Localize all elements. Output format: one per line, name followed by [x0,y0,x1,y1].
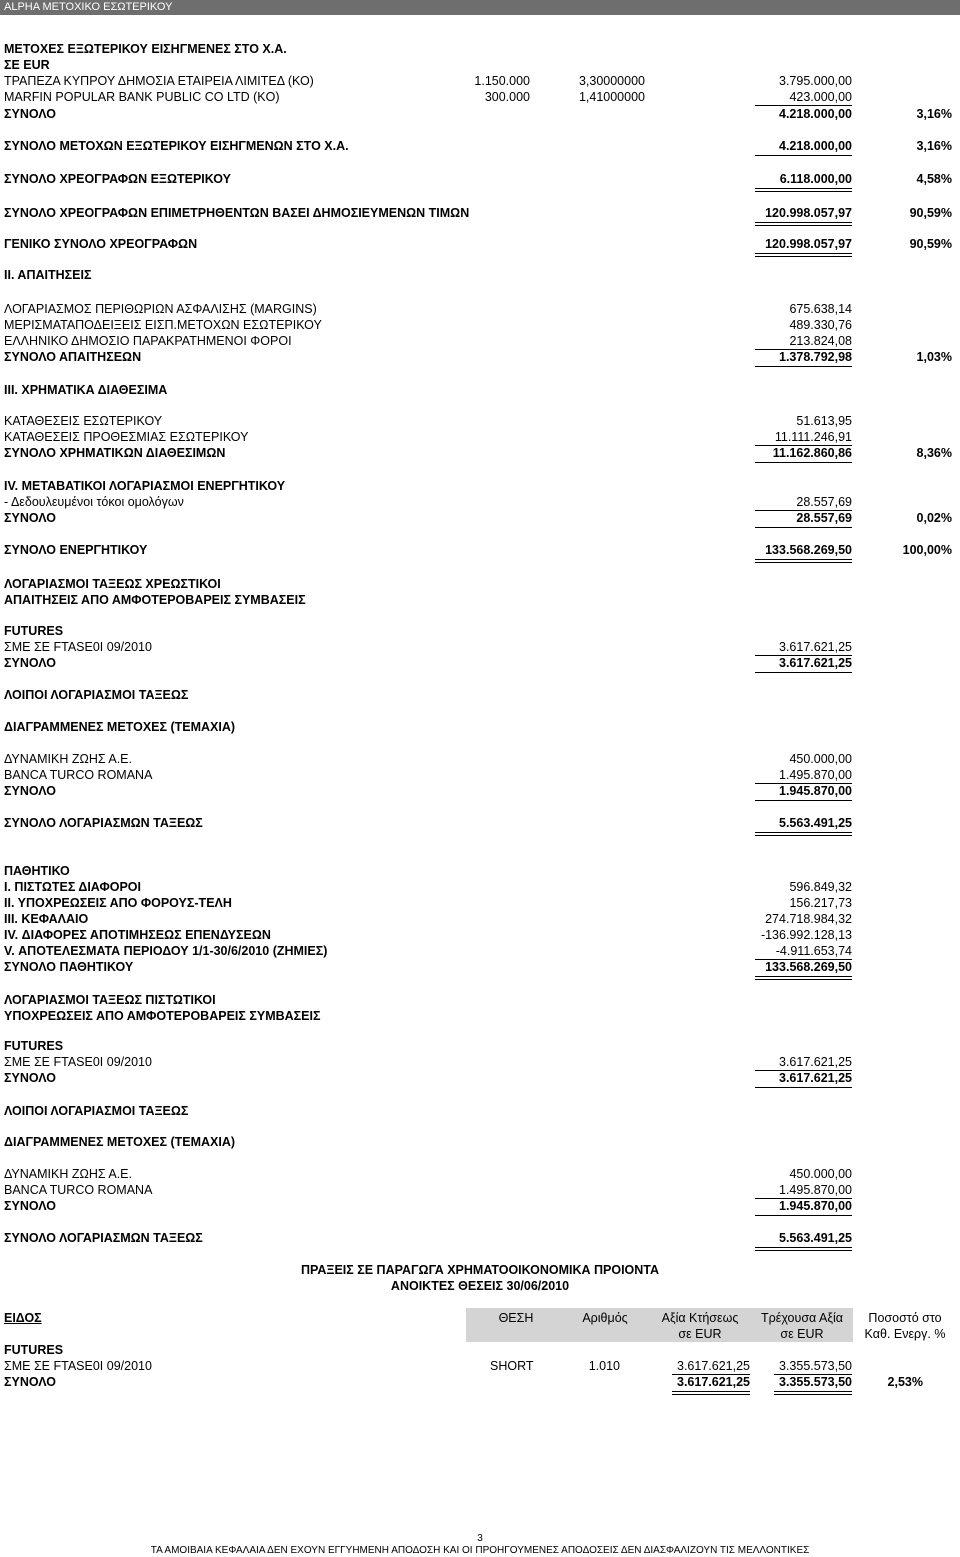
sum-rule [755,462,852,463]
sum-rule [755,527,852,528]
total-value: 133.568.269,50 [765,960,852,974]
total-value: 1.945.870,00 [779,784,852,798]
group-label: ΔΙΑΓΡΑΜΜΕΝΕΣ ΜΕΤΟΧΕΣ (ΤΕΜΑΧΙΑ) [4,720,236,734]
item-name: ΔΥΝΑΜΙΚΗ ΖΩΗΣ Α.Ε. [4,1167,132,1181]
item-value: 450.000,00 [789,1167,852,1181]
item-name: ΣΜΕ ΣΕ FTASE0I 09/2010 [4,640,152,654]
row-name: ΣΜΕ ΣΕ FTASE0I 09/2010 [4,1359,152,1373]
total-pct: 2,53% [887,1375,923,1389]
sum-rule [755,105,852,106]
total-pct: 0,02% [916,511,952,525]
total-value: 1.378.792,98 [779,350,852,364]
summary-pct: 90,59% [909,206,952,220]
total-cost: 3.617.621,25 [677,1375,750,1389]
section-heading: ΛΟΙΠΟΙ ΛΟΓΑΡΙΑΣΜΟΙ ΤΑΞΕΩΣ [4,1104,189,1118]
item-value: 51.613,95 [796,414,852,428]
section-heading: ΛΟΓΑΡΙΑΣΜΟΙ ΤΑΞΕΩΣ ΧΡΕΩΣΤΙΚΟΙ [4,577,221,591]
currency-label: ΣΕ EUR [4,58,50,72]
col-cost: Αξία Κτήσεως [661,1311,739,1325]
item-value: 489.330,76 [789,318,852,332]
sum-rule [672,1391,750,1392]
summary-value: 120.998.057,97 [765,206,852,220]
total-label: ΣΥΝΟΛΟ ΑΠΑΙΤΗΣΕΩΝ [4,350,142,364]
summary-pct: 3,16% [916,139,952,153]
item-name: ΚΑΤΑΘΕΣΕΙΣ ΠΡΟΘΕΣΜΙΑΣ ΕΣΩΤΕΡΙΚΟΥ [4,430,249,444]
sum-rule [774,1391,852,1392]
sum-rule [755,191,852,192]
sum-rule [755,562,852,563]
sum-rule [755,222,852,223]
item-name: ΙΙΙ. ΚΕΦΑΛΑΙΟ [4,912,89,926]
section-heading: ΙΙΙ. ΧΡΗΜΑΤΙΚΑ ΔΙΑΘΕΣΙΜΑ [4,383,168,397]
fund-title: ALPHA ΜΕΤΟΧΙΚΟ ΕΣΩΤΕΡΙΚΟΥ [4,1,173,13]
col-current-unit: σε EUR [780,1327,824,1341]
summary-label: ΣΥΝΟΛΟ ΧΡΕΟΓΡΑΦΩΝ ΕΞΩΤΕΡΙΚΟΥ [4,172,231,186]
total-value: 28.557,69 [796,511,852,525]
group-label: FUTURES [4,1343,64,1357]
item-value: 450.000,00 [789,752,852,766]
col-pct: Ποσοστό στο [868,1311,942,1325]
total-value: 5.563.491,25 [779,816,852,830]
total-value: 4.218.000,00 [779,107,852,121]
section-subheading: ΥΠΟΧΡΕΩΣΕΙΣ ΑΠΟ ΑΜΦΟΤΕΡΟΒΑΡΕΙΣ ΣΥΜΒΑΣΕΙΣ [4,1009,321,1023]
item-value: 3.617.621,25 [779,640,852,654]
total-pct: 3,16% [916,107,952,121]
item-name: ΙV. ΔΙΑΦΟΡΕΣ ΑΠΟΤΙΜΗΣΕΩΣ ΕΠΕΝΔΥΣΕΩΝ [4,928,271,942]
sum-rule [755,188,852,189]
summary-value: 4.218.000,00 [779,139,852,153]
total-label: ΣΥΝΟΛΟ [4,511,56,525]
holding-name: ΤΡΑΠΕΖΑ ΚΥΠΡΟΥ ΔΗΜΟΣΙΑ ΕΤΑΙΡΕΙΑ ΛΙΜΙΤΕΔ (ΚΟ) [4,74,314,88]
total-label: ΣΥΝΟΛΟ ΧΡΗΜΑΤΙΚΩΝ ΔΙΑΘΕΣΙΜΩΝ [4,446,226,460]
holding-value: 423.000,00 [789,90,852,104]
section-heading: ΛΟΙΠΟΙ ΛΟΓΑΡΙΑΣΜΟΙ ΤΑΞΕΩΣ [4,688,189,702]
item-name: V. ΑΠΟΤΕΛΕΣΜΑΤΑ ΠΕΡΙΟΔΟΥ 1/1-30/6/2010 (ΖΗΜΙΕΣ) [4,944,328,958]
summary-label: ΣΥΝΟΛΟ ΜΕΤΟΧΩΝ ΕΞΩΤΕΡΙΚΟΥ ΕΙΣΗΓΜΕΝΩΝ ΣΤΟ Χ.Α. [4,139,349,153]
item-name: ΜΕΡΙΣΜΑΤΑΠΟΔΕΙΞΕΙΣ ΕΙΣΠ.ΜΕΤΟΧΩΝ ΕΣΩΤΕΡΙΚΟΥ [4,318,322,332]
holding-value: 3.795.000,00 [779,74,852,88]
item-name: ΙΙ. ΥΠΟΧΡΕΩΣΕΙΣ ΑΠΟ ΦΟΡΟΥΣ-ΤΕΛΗ [4,896,232,910]
sum-rule [755,835,852,836]
summary-pct: 4,58% [916,172,952,186]
sum-rule [755,1250,852,1251]
item-value: 675.638,14 [789,302,852,316]
sum-rule [755,672,852,673]
sum-rule [755,155,852,156]
page-number: 3 [477,1533,483,1544]
row-current: 3.355.573,50 [779,1359,852,1373]
holding-qty: 300.000 [484,90,530,104]
section-heading: ΙV. ΜΕΤΑΒΑΤΙΚΟΙ ΛΟΓΑΡΙΑΣΜΟΙ ΕΝΕΡΓΗΤΙΚΟΥ [4,479,286,493]
item-name: - Δεδουλευμένοι τόκοι ομολόγων [4,495,184,509]
item-value: 28.557,69 [796,495,852,509]
sum-rule [774,1394,852,1395]
holding-qty: 1.150.000 [474,74,530,88]
total-label: ΣΥΝΟΛΟ ΠΑΘΗΤΙΚΟΥ [4,960,134,974]
derivatives-subtitle: ΑΝΟΙΚΤΕΣ ΘΕΣΕΙΣ 30/06/2010 [390,1279,570,1293]
sum-rule [755,832,852,833]
total-pct: 1,03% [916,350,952,364]
sum-rule [755,559,852,560]
item-name: BANCA TURCO ROMANA [4,1183,153,1197]
sum-rule [755,1087,852,1088]
sum-rule [755,976,852,977]
row-cost: 3.617.621,25 [677,1359,750,1373]
total-label: ΣΥΝΟΛΟ [4,107,56,121]
section-heading: ΠΑΘΗΤΙΚΟ [4,864,70,878]
item-value: 3.617.621,25 [779,1055,852,1069]
row-position: SHORT [490,1359,534,1373]
sum-rule [755,225,852,226]
total-label: ΣΥΝΟΛΟ ΛΟΓΑΡΙΑΣΜΩΝ ΤΑΞΕΩΣ [4,1231,203,1245]
total-pct: 100,00% [902,543,952,557]
total-label: ΣΥΝΟΛΟ [4,1375,56,1389]
item-name: Ι. ΠΙΣΤΩΤΕΣ ΔΙΑΦΟΡΟΙ [4,880,141,894]
summary-label: ΣΥΝΟΛΟ ΧΡΕΟΓΡΑΦΩΝ ΕΠΙΜΕΤΡΗΘΕΝΤΩΝ ΒΑΣΕΙ ΔΗΜΟΣΙΕΥΜΕΝΩΝ ΤΙΜΩΝ [4,206,470,220]
item-value: 596.849,32 [789,880,852,894]
item-name: ΛΟΓΑΡΙΑΣΜΟΣ ΠΕΡΙΘΩΡΙΩΝ ΑΣΦΑΛΙΣΗΣ (MARGINS) [4,302,317,316]
item-name: ΕΛΛΗΝΙΚΟ ΔΗΜΟΣΙΟ ΠΑΡΑΚΡΑΤΗΜΕΝΟΙ ΦΟΡΟΙ [4,334,292,348]
total-label: ΣΥΝΟΛΟ [4,1071,56,1085]
header-bar [0,0,960,15]
item-value: 156.217,73 [789,896,852,910]
item-name: ΚΑΤΑΘΕΣΕΙΣ ΕΣΩΤΕΡΙΚΟΥ [4,414,163,428]
section-heading: ΙΙ. ΑΠΑΙΤΗΣΕΙΣ [4,268,92,282]
col-cost-unit: σε EUR [678,1327,722,1341]
sum-rule [755,253,852,254]
row-number: 1.010 [588,1359,620,1373]
item-value: 213.824,08 [789,334,852,348]
item-value: 1.495.870,00 [779,768,852,782]
sum-rule [755,979,852,980]
summary-label: ΓΕΝΙΚΟ ΣΥΝΟΛΟ ΧΡΕΟΓΡΑΦΩΝ [4,237,198,251]
total-label: ΣΥΝΟΛΟ ΕΝΕΡΓΗΤΙΚΟΥ [4,543,148,557]
holding-price: 1,41000000 [578,90,645,104]
group-label: FUTURES [4,1039,64,1053]
sum-rule [672,1394,750,1395]
item-name: ΣΜΕ ΣΕ FTASE0I 09/2010 [4,1055,152,1069]
total-value: 5.563.491,25 [779,1231,852,1245]
derivatives-title: ΠΡΑΞΕΙΣ ΣΕ ΠΑΡΑΓΩΓΑ ΧΡΗΜΑΤΟΟΙΚΟΝΟΜΙΚΑ ΠΡΟΙΟΝΤΑ [300,1263,660,1277]
footer-disclaimer: ΤΑ ΑΜΟΙΒΑΙΑ ΚΕΦΑΛΑΙΑ ΔΕΝ ΕΧΟΥΝ ΕΓΓΥΗΜΕΝΗ ΑΠΟΔΟΣΗ ΚΑΙ ΟΙ ΠΡΟΗΓΟΥΜΕΝΕΣ ΑΠΟΔΟΣΕΙΣ ΔΕΝ ΔΙΑΣΦΑΛΙΖΟΥΝ ΤΙΣ ΜΕΛΛΟΝΤΙΚΕΣ [150,1545,810,1556]
item-value: 1.495.870,00 [779,1183,852,1197]
group-label: FUTURES [4,624,64,638]
item-value: 11.111.246,91 [774,430,852,444]
summary-pct: 90,59% [909,237,952,251]
sum-rule [755,800,852,801]
section-subheading: ΑΠΑΙΤΗΣΕΙΣ ΑΠΟ ΑΜΦΟΤΕΡΟΒΑΡΕΙΣ ΣΥΜΒΑΣΕΙΣ [4,593,306,607]
total-pct: 8,36% [916,446,952,460]
summary-value: 120.998.057,97 [765,237,852,251]
sum-rule [755,1215,852,1216]
holding-name: MARFIN POPULAR BANK PUBLIC CO LTD (KO) [4,90,280,104]
col-type: ΕΙΔΟΣ [4,1311,42,1325]
total-label: ΣΥΝΟΛΟ [4,656,56,670]
section-heading: ΛΟΓΑΡΙΑΣΜΟΙ ΤΑΞΕΩΣ ΠΙΣΤΩΤΙΚΟΙ [4,993,216,1007]
item-name: ΔΥΝΑΜΙΚΗ ΖΩΗΣ Α.Ε. [4,752,132,766]
total-current: 3.355.573,50 [779,1375,852,1389]
sum-rule [755,256,852,257]
item-name: BANCA TURCO ROMANA [4,768,153,782]
total-value: 11.162.860,86 [772,446,852,460]
total-label: ΣΥΝΟΛΟ ΛΟΓΑΡΙΑΣΜΩΝ ΤΑΞΕΩΣ [4,816,203,830]
total-value: 3.617.621,25 [779,1071,852,1085]
total-value: 133.568.269,50 [765,543,852,557]
section-heading: ΜΕΤΟΧΕΣ ΕΞΩΤΕΡΙΚΟΥ ΕΙΣΗΓΜΕΝΕΣ ΣΤΟ Χ.Α. [4,42,287,56]
item-value: 274.718.984,32 [765,912,852,926]
item-value: -4.911.653,74 [775,944,852,958]
sum-rule [755,366,852,367]
col-number: Αριθμός [582,1311,628,1325]
holding-price: 3,30000000 [578,74,645,88]
group-label: ΔΙΑΓΡΑΜΜΕΝΕΣ ΜΕΤΟΧΕΣ (ΤΕΜΑΧΙΑ) [4,1135,236,1149]
col-position: ΘΕΣΗ [498,1311,534,1325]
total-value: 3.617.621,25 [779,656,852,670]
col-current: Τρέχουσα Αξία [761,1311,843,1325]
col-pct-unit: Καθ. Ενεργ. % [864,1327,946,1341]
summary-value: 6.118.000,00 [779,172,852,186]
total-value: 1.945.870,00 [779,1199,852,1213]
sum-rule [755,1247,852,1248]
total-label: ΣΥΝΟΛΟ [4,1199,56,1213]
total-label: ΣΥΝΟΛΟ [4,784,56,798]
item-value: -136.992.128,13 [760,928,852,942]
